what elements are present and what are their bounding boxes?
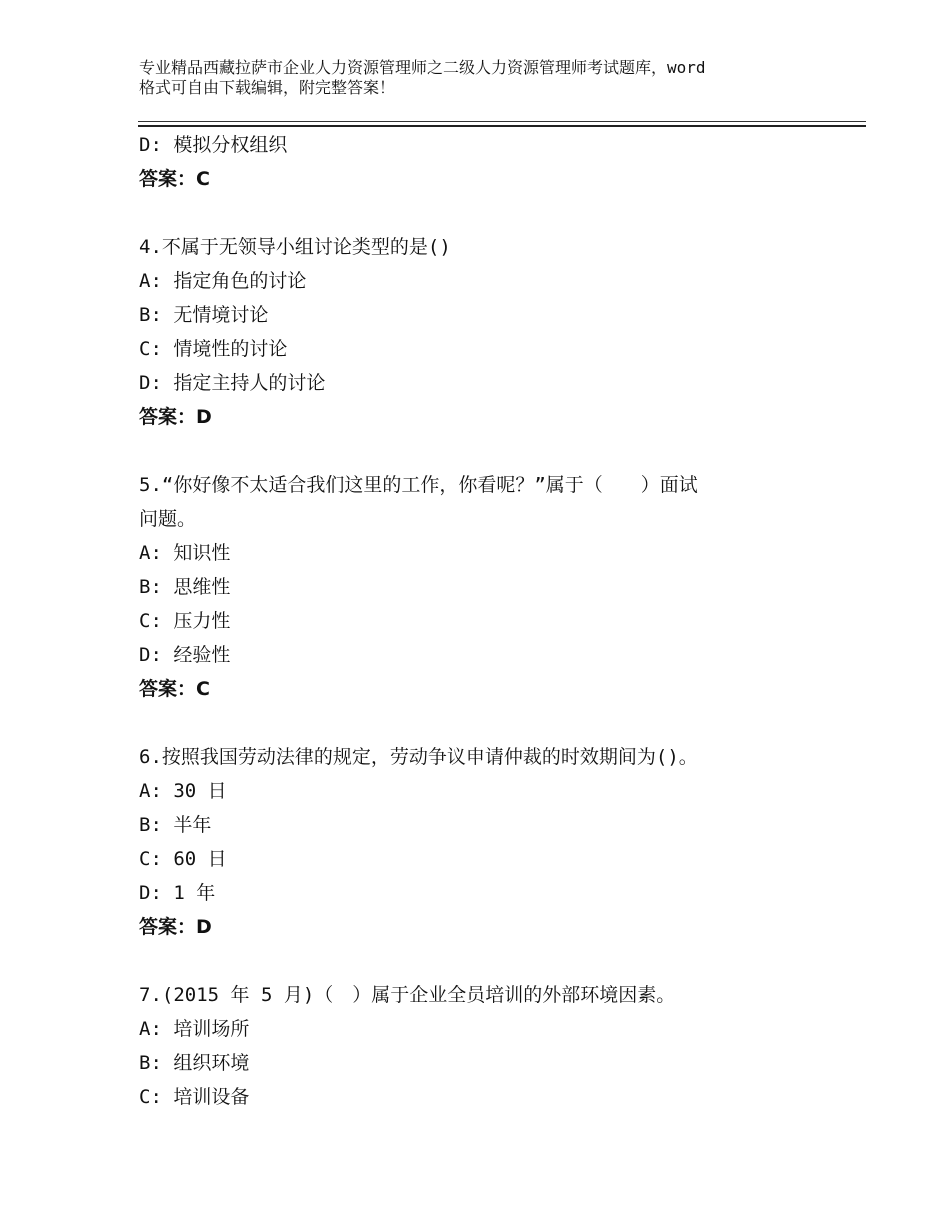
header-title-line-1: 专业精品西藏拉萨市企业人力资源管理师之二级人力资源管理师考试题库，word xyxy=(139,58,706,77)
option-c: C: 压力性 xyxy=(139,610,231,632)
question-stem: 6.按照我国劳动法律的规定，劳动争议申请仲裁的时效期间为()。 xyxy=(139,746,698,768)
spacer xyxy=(139,434,839,468)
answer-label: 答案：D xyxy=(139,916,212,938)
option-d: D: 指定主持人的讨论 xyxy=(139,372,326,394)
option-c: C: 情境性的讨论 xyxy=(139,338,288,360)
option-a: A: 知识性 xyxy=(139,542,231,564)
answer-label: 答案：C xyxy=(139,168,210,190)
answer-label: 答案：C xyxy=(139,678,210,700)
spacer xyxy=(139,944,839,978)
spacer xyxy=(139,706,839,740)
option-c: C: 60 日 xyxy=(139,848,227,870)
page-header xyxy=(139,58,839,98)
header-divider-thin xyxy=(138,121,866,122)
question-stem-line-1: 5.“你好像不太适合我们这里的工作，你看呢？”属于（ ）面试 xyxy=(139,474,698,496)
question-stem: 7.(2015 年 5 月)（ ）属于企业全员培训的外部环境因素。 xyxy=(139,984,676,1006)
question-3 xyxy=(139,128,839,196)
option-a: A: 30 日 xyxy=(139,780,227,802)
option-b: B: 组织环境 xyxy=(139,1052,250,1074)
question-4 xyxy=(139,230,839,434)
option-a: A: 培训场所 xyxy=(139,1018,250,1040)
option-d: D: 1 年 xyxy=(139,882,216,904)
header-divider-thick xyxy=(138,125,866,127)
option-d: D: 经验性 xyxy=(139,644,231,666)
question-6 xyxy=(139,740,839,944)
spacer xyxy=(139,196,839,230)
question-list xyxy=(139,128,839,1114)
header-title-line-2: 格式可自由下载编辑，附完整答案！ xyxy=(139,78,396,97)
option-d: D: 模拟分权组织 xyxy=(139,134,288,156)
option-a: A: 指定角色的讨论 xyxy=(139,270,307,292)
option-b: B: 思维性 xyxy=(139,576,231,598)
question-5 xyxy=(139,468,839,706)
question-stem-line-2: 问题。 xyxy=(139,508,197,530)
question-stem: 4.不属于无领导小组讨论类型的是() xyxy=(139,236,451,258)
answer-label: 答案：D xyxy=(139,406,212,428)
option-b: B: 半年 xyxy=(139,814,212,836)
option-b: B: 无情境讨论 xyxy=(139,304,269,326)
question-7 xyxy=(139,978,839,1114)
option-c: C: 培训设备 xyxy=(139,1086,250,1108)
